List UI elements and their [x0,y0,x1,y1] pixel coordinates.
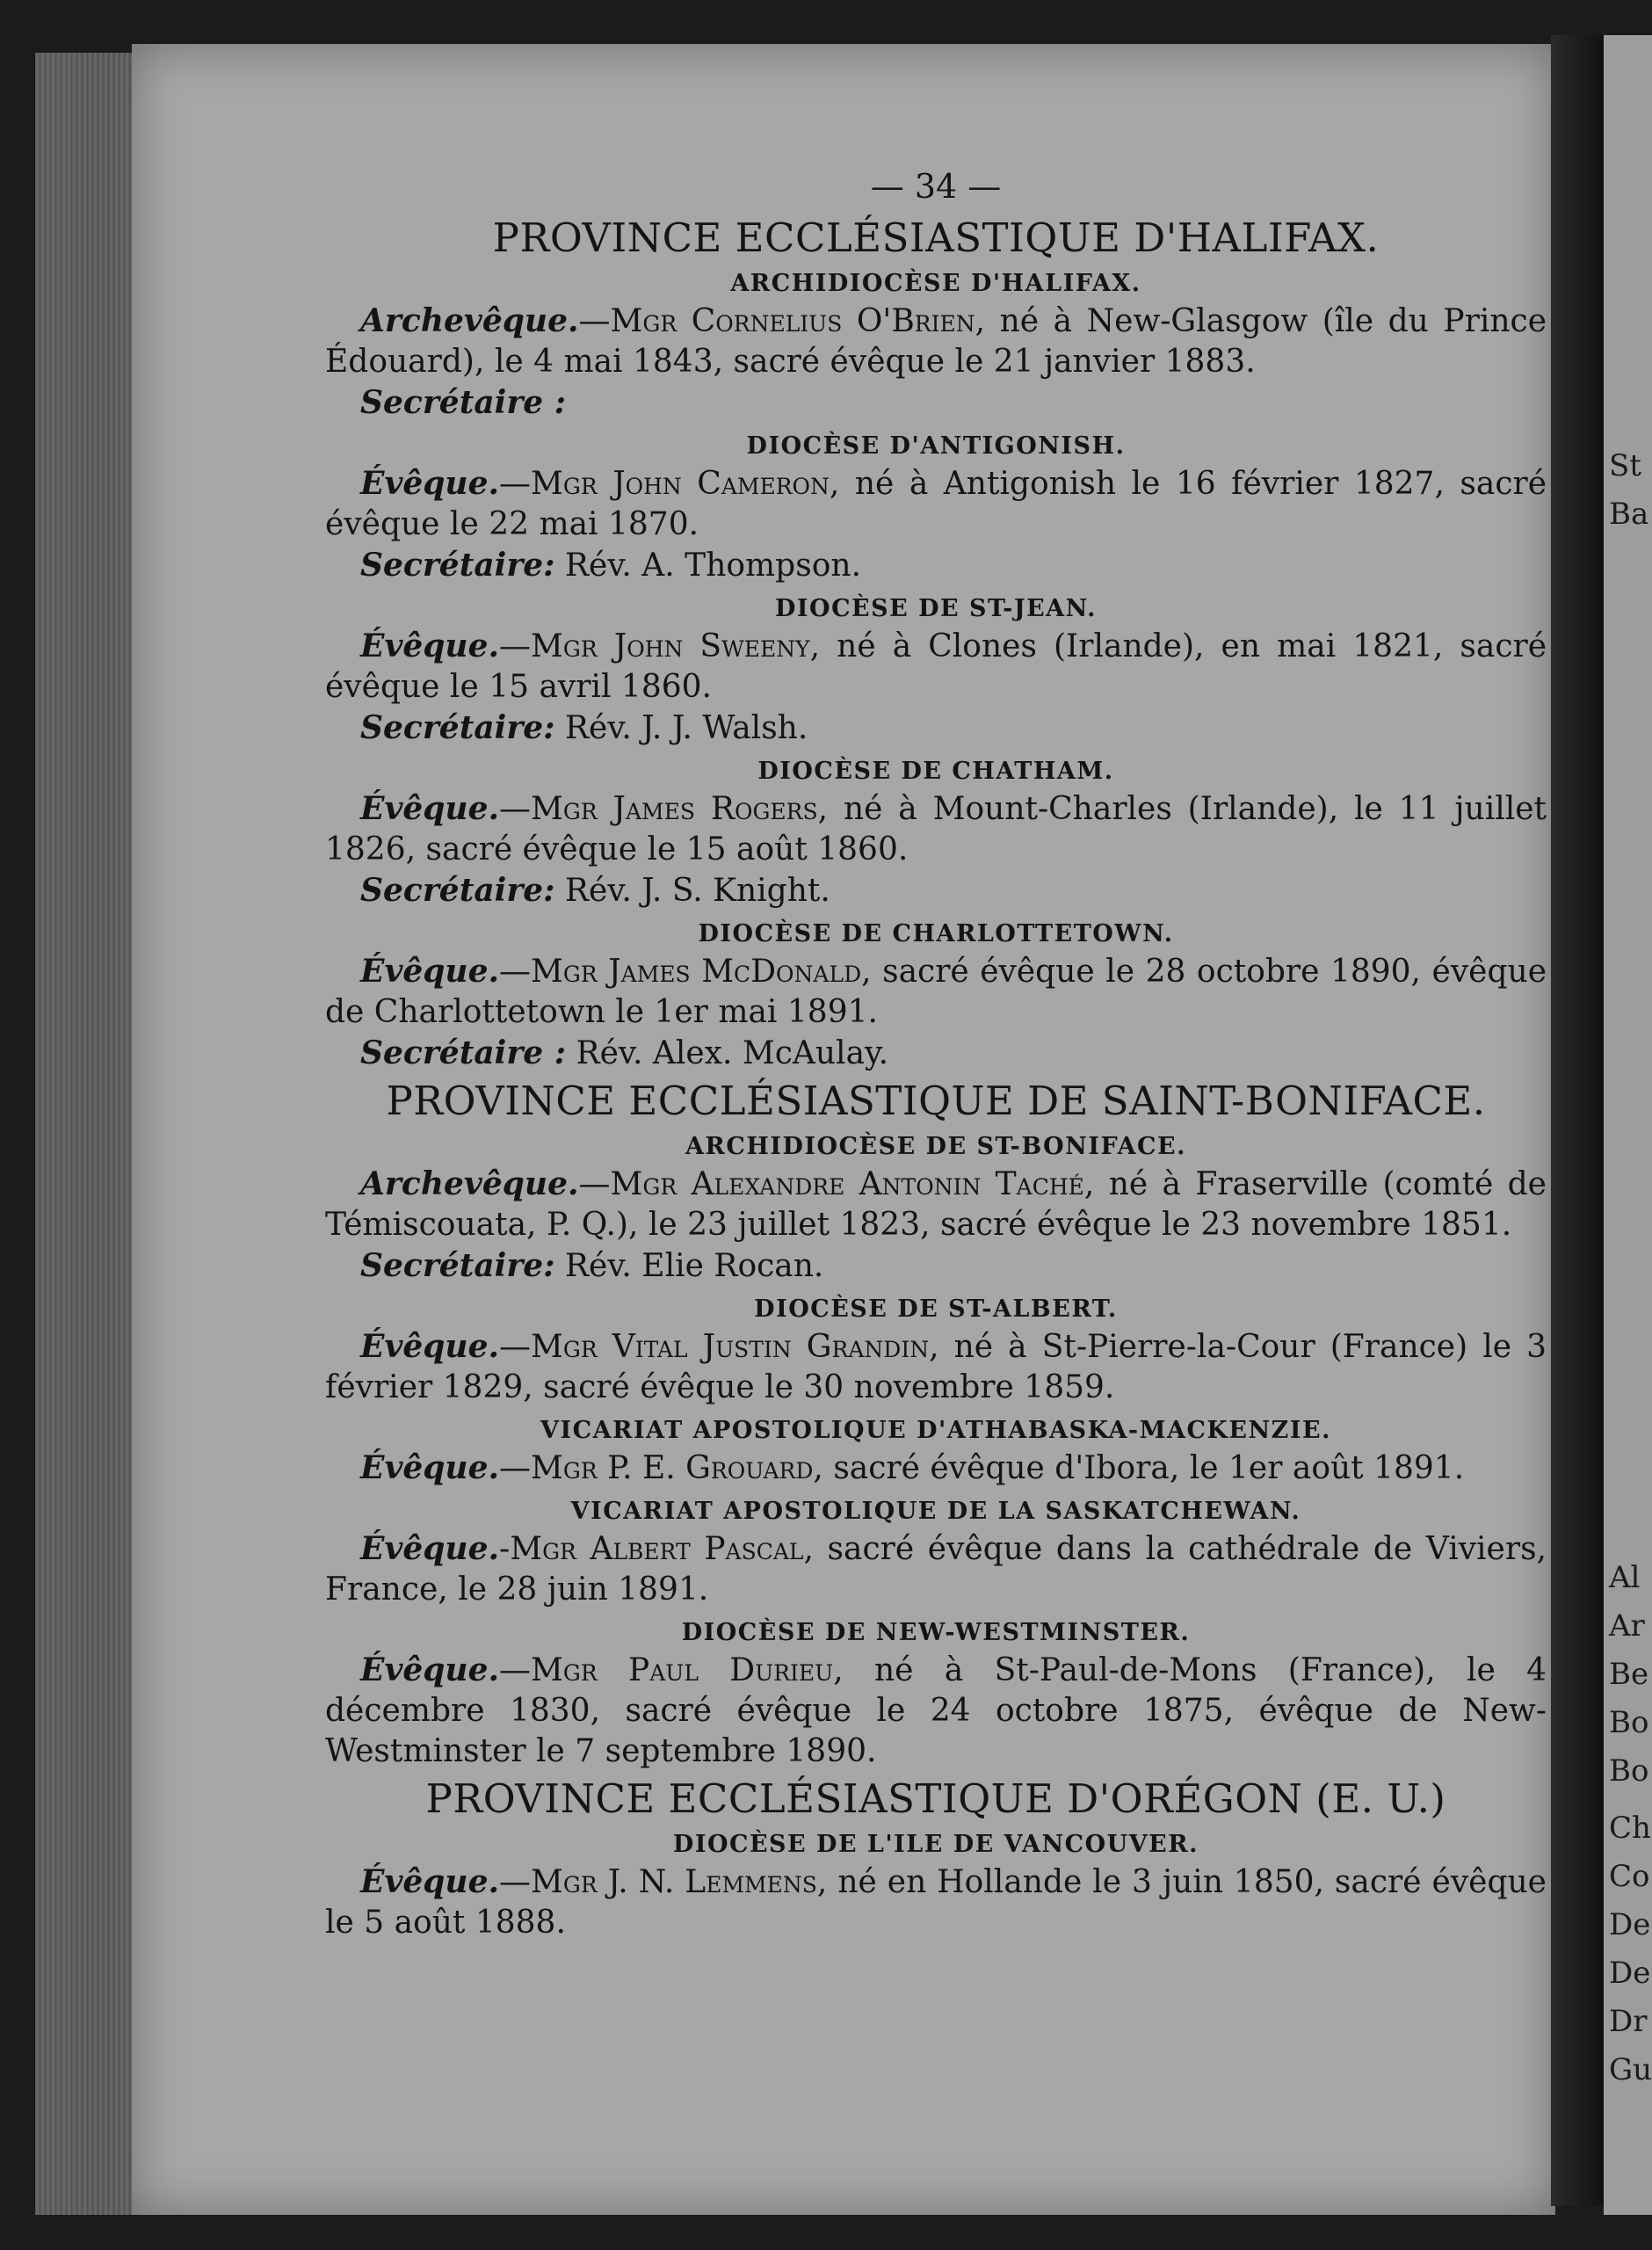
secretary-value: Rév. J. S. Knight. [554,873,830,909]
secretary-line [360,382,1547,424]
bishop-entry [325,626,1547,708]
entry-text: né à New-Glasgow (île du Prince Édouard), le 4 mai 1843, sacré évêque le 21 janvier 1883. [325,303,1547,380]
entry-name: -Mgr Albert Pascal, [499,1531,814,1567]
next-page-fragment: St [1609,448,1641,483]
next-page-fragment: Dr [1609,2004,1648,2039]
secretary-line [360,1033,1547,1074]
next-page-fragment: Gu [1609,2052,1652,2087]
diocese-title: VICARIAT APOSTOLIQUE DE LA SASKATCHEWAN. [570,1498,1301,1525]
next-page-fragment: Be [1609,1657,1649,1692]
entry-name: —Mgr Paul Durieu, [499,1652,844,1688]
bishop-entry [325,951,1547,1033]
diocese-title: ARCHIDIOCÈSE D'HALIFAX. [730,270,1141,297]
bishop-entry [325,1528,1547,1610]
next-page-fragment: Al [1609,1560,1641,1595]
entry-name: —Mgr James Rogers, [499,791,829,827]
entry-role: Évêque. [360,953,500,990]
secretary-line [360,545,1547,586]
secretary-label: Secrétaire: [360,709,555,746]
secretary-line [360,870,1547,911]
secretary-line [360,1245,1547,1287]
entry-name: —Mgr Alexandre Antonin Taché, [578,1166,1095,1202]
bishop-entry [325,788,1547,870]
entry-name: —Mgr P. E. Grouard, [499,1450,823,1486]
secretary-value: Rév. J. J. Walsh. [554,710,808,746]
entry-name: —Mgr John Sweeny, [499,628,821,664]
next-page-fragment: Ar [1609,1608,1645,1644]
entry-role: Évêque. [360,1530,500,1567]
entry-role: Évêque. [360,1449,500,1486]
diocese-title: ARCHIDIOCÈSE DE ST-BONIFACE. [685,1133,1186,1160]
entry-text: sacré évêque le 28 octobre 1890, évêque de Charlottetown le 1er mai 1891. [325,954,1547,1030]
entry-role: Évêque. [360,465,500,502]
province-title: PROVINCE ECCLÉSIASTIQUE D'ORÉGON (E. U.) [425,1775,1446,1822]
entry-name: —Mgr J. N. Lemmens, [499,1864,828,1900]
sections-container [325,214,1547,1943]
entry-name: —Mgr James McDonald, [499,954,872,990]
entry-role: Évêque. [360,790,500,827]
secretary-label: Secrétaire : [360,1034,567,1071]
bishop-entry [325,301,1547,382]
bishop-entry [325,1448,1547,1489]
book-gutter [1551,35,1604,2206]
diocese-title: VICARIAT APOSTOLIQUE D'ATHABASKA-MACKENZIE. [540,1417,1331,1444]
next-page-edge [1604,35,1652,2215]
entry-role: Archevêque. [360,1165,579,1202]
bishop-entry [325,463,1547,545]
next-page-fragment: Co [1609,1859,1650,1894]
page-number: — 34 — [870,167,1002,206]
entry-name: —Mgr John Cameron, [499,466,840,502]
entry-text: sacré évêque dans la cathédrale de Viviers, France, le 28 juin 1891. [325,1531,1547,1608]
diocese-title: DIOCÈSE DE ST-JEAN. [775,595,1097,622]
entry-text: né à Clones (Irlande), en mai 1821, sacré évêque le 15 avril 1860. [325,628,1547,705]
entry-role: Évêque. [360,628,500,664]
entry-text: sacré évêque d'Ibora, le 1er août 1891. [822,1450,1465,1486]
province-title: PROVINCE ECCLÉSIASTIQUE D'HALIFAX. [492,214,1380,261]
secretary-value: Rév. A. Thompson. [554,548,862,584]
entry-text: né à Mount-Charles (Irlande), le 11 juillet 1826, sacré évêque le 15 août 1860. [325,791,1547,867]
entry-text: né à Antigonish le 16 février 1827, sacré évêque le 22 mai 1870. [325,466,1547,542]
entry-role: Évêque. [360,1651,500,1688]
secretary-line [360,708,1547,749]
next-page-fragment: Ch [1609,1811,1651,1846]
entry-text: né à St-Paul-de-Mons (France), le 4 décembre 1830, sacré évêque le 24 octobre 1875, évêque de New-Westminster le 7 septembre 1890. [325,1652,1547,1769]
bishop-entry [325,1164,1547,1245]
next-page-fragment: Bo [1609,1753,1649,1789]
diocese-title: DIOCÈSE DE ST-ALBERT. [754,1296,1118,1323]
page-content [325,167,1547,1943]
secretary-value: Rév. Alex. McAulay. [566,1035,889,1071]
entry-text: né en Hollande le 3 juin 1850, sacré évêque le 5 août 1888. [325,1864,1547,1941]
bishop-entry [325,1650,1547,1772]
secretary-label: Secrétaire : [360,384,567,421]
diocese-title: DIOCÈSE DE CHARLOTTETOWN. [698,920,1174,947]
book-edge [35,53,141,2215]
secretary-label: Secrétaire: [360,872,555,909]
entry-role: Évêque. [360,1328,500,1365]
next-page-fragment: De [1609,1907,1651,1942]
entry-name: —Mgr Vital Justin Grandin, [499,1329,939,1365]
entry-text: né à Fraserville (comté de Témiscouata, P. Q.), le 23 juillet 1823, sacré évêque le 23 novembre 1851. [325,1166,1547,1243]
next-page-fragment: Ba [1609,497,1649,532]
diocese-title: DIOCÈSE D'ANTIGONISH. [746,432,1126,460]
diocese-title: DIOCÈSE DE L'ILE DE VANCOUVER. [672,1831,1199,1858]
diocese-title: DIOCÈSE DE CHATHAM. [757,758,1114,785]
entry-role: Évêque. [360,1863,500,1900]
entry-name: —Mgr Cornelius O'Brien, [578,303,986,339]
secretary-label: Secrétaire: [360,1247,555,1284]
entry-text: né à St-Pierre-la-Cour (France) le 3 février 1829, sacré évêque le 30 novembre 1859. [325,1329,1547,1405]
secretary-value: Rév. Elie Rocan. [554,1248,824,1284]
bishop-entry [325,1862,1547,1943]
bishop-entry [325,1326,1547,1408]
next-page-fragment: Bo [1609,1705,1649,1740]
secretary-label: Secrétaire: [360,547,555,584]
next-page-fragment: De [1609,1956,1651,1991]
entry-role: Archevêque. [360,302,579,339]
province-title: PROVINCE ECCLÉSIASTIQUE DE SAINT-BONIFACE. [386,1078,1486,1124]
diocese-title: DIOCÈSE DE NEW-WESTMINSTER. [681,1619,1191,1646]
